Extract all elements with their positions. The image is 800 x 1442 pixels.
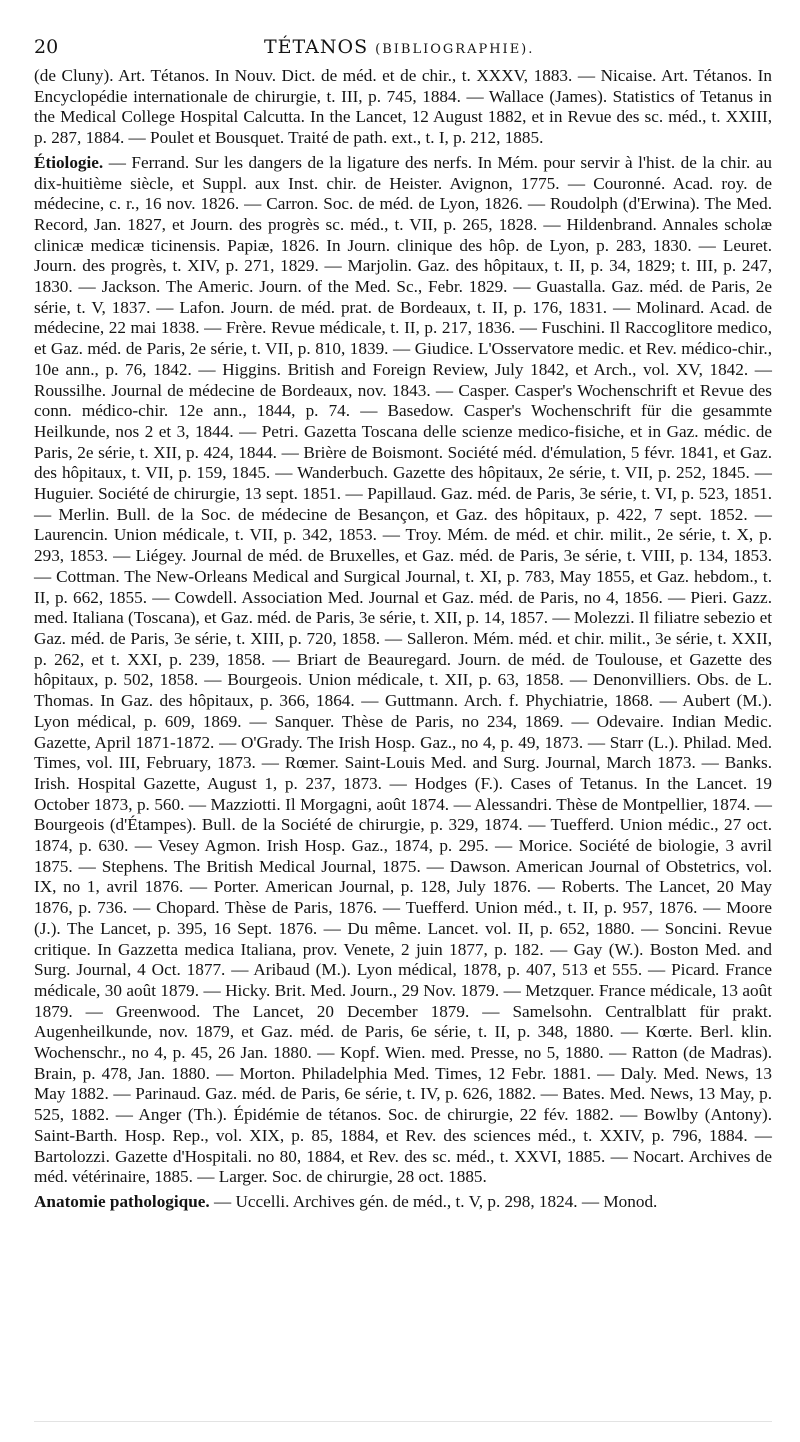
paragraph-text: — Ferrand. Sur les dangers de la ligature des nerfs. In Mém. pour servir à l'hist. de la chir. au dix-huitième siècle, et Suppl. aux Inst. chir. de Heister. Avignon, 1775. — Couronné. Acad. roy. de médecine, c. r., 16 nov. 1826. — Carron. Soc. de méd. de Lyon, 1826. — Roudolph (d'Erwina). The Med. Record, Jan. 1827, et Journ. des progrès sc. méd., t. VII, p. 265, 1828. — Hildenbrand. Annales scholæ clinicæ medicæ ticinensis. Papiæ, 1826. In Journ. clinique des hôp. de Lyon, p. 283, 1830. — Leuret. Journ. des progrès, t. XIV, p. 271, 1829. — Marjolin. Gaz. des hôpitaux, t. II, p. 34, 1829; t. III, p. 247, 1830. — Jackson. The Americ. Journ. of the Med. Sc., Febr. 1829. — Guastalla. Gaz. méd. de Paris, 2e série, t. V, 1837. — Lafon. Journ. de méd. prat. de Bordeaux, t. II, p. 176, 1831. — Molinard. Acad. de médecine, 22 mai 1838. — Frère. Revue médicale, t. II, p. 217, 1836. — Fuschini. Il Raccoglitore medico, et Gaz. méd. de Paris, 2e série, t. VII, p. 810, 1839. — Giudice. L'Osservatore medic. et Rev. médico-chir., 10e ann., p. 76, 1842. — Higgins. British and Foreign Review, July 1842, et Arch., vol. XV, 1842. — Roussilhe. Journal de médecine de Bordeaux, nov. 1843. — Casper. Casper's Wochenschrift et Revue des conn. médico-chir. 12e ann., 1844, p. 74. — Basedow. Casper's Wochenschrift für die gesammte Heilkunde, nos 2 et 3, 1844. — Petri. Gazetta Toscana delle scienze medico-fisiche, et in Gaz. médic. de Paris, 2e série, t. XII, p. 424, 1844. — Brière de Boismont. Société méd. d'émulation, 5 févr. 1841, et Gaz. des hôpitaux, t. VII, p. 159, 1845. — Wanderbuch. Gazette des hôpitaux, 2e série, t. VII, p. 252, 1845. — Huguier. Société de chirurgie, 13 sept. 1851. — Papillaud. Gaz. méd. de Paris, 3e série, t. VI, p. 523, 1851. — Merlin. Bull. de la Soc. de médecine de Besançon, et Gaz. des hôpitaux, p. 422, 7 sept. 1852. — Laurencin. Union médicale, t. VII, p. 342, 1853. — Troy. Mém. de méd. et chir. milit., 2e série, t. X, p. 293, 1853. — Liégey. Journal de méd. de Bruxelles, et Gaz. méd. de Paris, 3e série, t. VIII, p. 134, 1853. — Cottman. The New-Orleans Medical and Surgical Journal, t. XI, p. 783, May 1855, et Gaz. hebdom., t. II, p. 662, 1855. — Cowdell. Association Med. Journal et Gaz. méd. de Paris, no 4, 1856. — Pieri. Gazz. med. Italiana (Toscana), et Gaz. méd. de Paris, 3e série, t. XII, p. 14, 1857. — Molezzi. Il filiatre sebezio et Gaz. méd. de Paris, 3e série, t. XIII, p. 720, 1858. — Salleron. Mém. méd. et chir. milit., 3e série, t. XXII, p. 262, et t. XXI, p. 239, 1858. — Briart de Beauregard. Journ. de méd. de Toulouse, et Gazette des hôpitaux, p. 502, 1858. — Bourgeois. Union médicale, t. XII, p. 63, 1858. — Denonvilliers. Obs. de L. Thomas. In Gaz. des hôpitaux, p. 366, 1864. — Guttmann. Arch. f. Phychiatrie, 1868. — Aubert (M.). Lyon médical, p. 609, 1869. — Sanquer. Thèse de Paris, no 234, 1869. — Odevaire. Indian Medic. Gazette, April 1871-1872. — O'Grady. The Irish Hosp. Gaz., no 4, p. 49, 1873. — Starr (L.). Philad. Med. Times, vol. III, February, 1873. — Rœmer. Saint-Louis Med. and Surg. Journal, March 1873. — Banks. Irish. Hospital Gazette, August 1, p. 237, 1873. — Hodges (F.). Cases of Tetanus. In the Lancet. 19 October 1873, p. 560. — Mazziotti. Il Morgagni, août 1874. — Alessandri. Thèse de Montpellier, 1874. — Bourgeois (d'Étampes). Bull. de la Société de chirurgie, p. 329, 1874. — Tuefferd. Union médic., 27 oct. 1874, p. 630. — Vesey Agmon. Irish Hosp. Gaz., 1874, p. 295. — Morice. Société de biologie, 3 avril 1875. — Stephens. The British Medical Journal, 1875. — Dawson. American Journal of Obstetrics, vol. IX, no 1, avril 1876. — Porter. American Journal, p. 128, July 1876. — Roberts. The Lancet, 20 May 1876, p. 736. — Chopard. Thèse de Paris, 1876. — Tuefferd. Union méd., t. II, p. 957, 1876. — Moore (J.). The Lancet, p. 395, 16 Sept. 1876. — Du même. Lancet. vol. II, p. 652, 1880. — Soncini. Revue critique. In Gazzetta medica Italiana, prov. Venete, 2 juin 1877, p. 182. — Gay (W.). Boston Med. and Surg. Journal, 4 Oct. 1877. — Aribaud (M.). Lyon médical, 1878, p. 407, 513 et 555. — Picard. France médicale, 30 août 1879. — Hicky. Brit. Med. Journ., 29 Nov. 1879. — Metzquer. France médicale, 13 août 1879. — Greenwood. The Lancet, 20 December 1879. — Samelsohn. Centralblatt für prakt. Augenheilkunde, nov. 1879, et Gaz. méd. de Paris, 6e série, t. II, p. 348, 1880. — Kœrte. Berl. klin. Wochenschr., no 4, p. 45, 26 Jan. 1880. — Kopf. Wien. med. Presse, no 5, 1880. — Ratton (de Madras). Brain, p. 478, Jan. 1880. — Morton. Philadelphia Med. Times, 12 Febr. 1881. — Daly. Med. News, 13 May 1882. — Parinaud. Gaz. méd. de Paris, 6e série, t. IV, p. 626, 1882. — Bates. Med. News, 13 May, p. 525, 1882. — Anger (Th.). Épidémie de tétanos. Soc. de chirurgie, 22 fév. 1882. — Bowlby (Antony). Saint-Barth. Hosp. Rep., vol. XIX, p. 85, 1884, et Rev. des sciences méd., t. XXIV, p. 796, 1884. — Bartolozzi. Gazette d'Hospitali. no 80, 1884, et Rev. des sc. méd., t. XXVI, 1885. — Nocart. Archives de méd. vétérinaire, 1885. — Larger. Soc. de chirurgie, 28 oct. 1885. bbox=[34, 152, 772, 1187]
paragraph-text: (de Cluny). Art. Tétanos. In Nouv. Dict. de méd. et de chir., t. XXXV, 1883. — Nicaise. Art. Tétanos. In Encyclopédie internationale de chirurgie, t. III, p. 745, 1884. — Wallace (James). Statistics of Tetanus in the Medical College Hospital Calcutta. In the Lancet, 12 August 1882, et in Revue des sc. méd., t. XXIII, p. 287, 1884. — Poulet et Bousquet. Traité de path. ext., t. I, p. 212, 1885. bbox=[34, 66, 772, 148]
page-number: 20 bbox=[34, 36, 59, 58]
bibliography-body bbox=[34, 66, 772, 1213]
running-header bbox=[34, 36, 772, 66]
paragraph-anatomie bbox=[34, 1192, 772, 1213]
section-heading-anatomie: Anatomie pathologique. bbox=[34, 1191, 210, 1211]
paragraph-text: — Uccelli. Archives gén. de méd., t. V, p. 298, 1824. — Monod. bbox=[209, 1191, 658, 1211]
paragraph-etiologie bbox=[34, 153, 772, 1188]
bottom-rule bbox=[34, 1421, 772, 1422]
running-title bbox=[264, 36, 534, 58]
paragraph-continuation bbox=[34, 66, 772, 149]
section-heading-etiologie: Étiologie. bbox=[34, 152, 104, 172]
running-title-sub: (BIBLIOGRAPHIE). bbox=[375, 42, 535, 57]
running-title-main: TÉTANOS bbox=[264, 36, 369, 58]
